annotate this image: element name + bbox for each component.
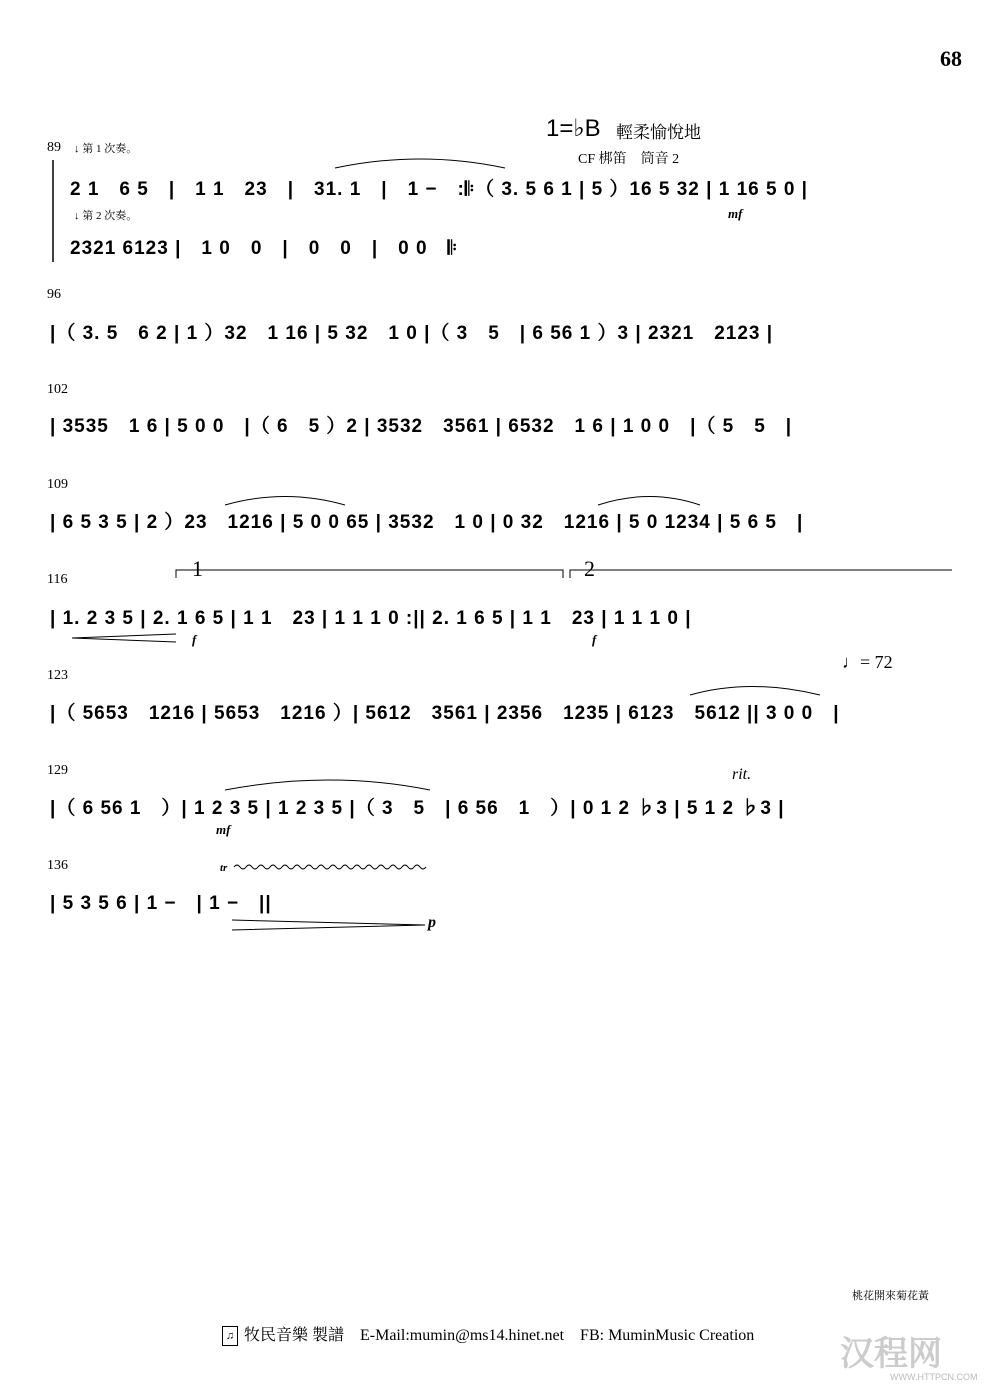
slur [598,497,700,506]
watermark-url: WWW.HTTPCN.COM [890,1372,978,1382]
notation-row-123: |（ 5653 1216 | 5653 1216 ）| 5612 3561 | 2356 1235 | 6123 5612 || 3 0 0 | [50,703,840,724]
slur [690,687,820,696]
measure-number: 123 [47,668,68,683]
notation-row-102: | 3535 1 6 | 5 0 0 |（ 6 5 ）2 | 3532 3561 | 6532 1 6 | 1 0 0 |（ 5 5 | [50,416,793,437]
publisher-logo-icon: ♫ [222,1326,238,1346]
metronome-marking: ♩= 72 [842,652,893,672]
notation-row-89-second: 2321 6123 | 1 0 0 | 0 0 | 0 0 𝄆 [70,238,458,259]
volta-first-label: 1 [192,556,203,581]
trill-wave [234,865,426,869]
slur [335,159,505,168]
second-pass-label: ↓ 第 2 次奏。 [74,210,138,222]
ritardando-mark: rit. [732,766,752,783]
measure-number: 109 [47,477,68,492]
measure-number: 89 [47,140,61,155]
key-signature: 1=♭B [546,115,601,142]
notation-row-96: |（ 3. 5 6 2 | 1 ）32 1 16 | 5 32 1 0 |（ 3 5 | 6 56 1 ）3 | 2321 2123 | [50,323,774,344]
measure-number: 116 [47,572,68,587]
trill-mark: tr [220,862,228,874]
slur [225,780,430,790]
dynamic-mf: mf [728,206,743,221]
publisher-credit: 牧民音樂 製譜 E-Mail:mumin@ms14.hinet.net FB: MuminMusic Creation [244,1327,755,1344]
first-pass-label: ↓ 第 1 次奏。 [74,143,138,155]
measure-number: 102 [47,382,68,397]
measure-number: 96 [47,287,61,302]
page-number: 68 [940,46,962,71]
notation-row-136: | 5 3 5 6 | 1 − | 1 − || [50,893,272,914]
notation-row-129: |（ 6 56 1 ）| 1 2 3 5 | 1 2 3 5 |（ 3 5 | 6 56 1 ）| 0 1 2 ♭3 | 5 1 2 ♭3 | [50,798,785,819]
notation-row-89-first: 2 1 6 5 | 1 1 23 | 31. 1 | 1 − :𝄆（ 3. 5 6 1 | 5 ）16 5 32 | 1 16 5 0 | [70,179,808,200]
watermark-logo: 汉程网 [840,1335,942,1373]
tempo-expression: 輕柔愉悅地 [616,123,701,142]
dynamic-f: f [592,632,597,647]
diminuendo-hairpin [232,920,425,930]
notation-row-109: | 6 5 3 5 | 2 ）23 1216 | 5 0 0 65 | 3532 1 0 | 0 32 1216 | 5 0 1234 | 5 6 5 | [50,512,804,533]
volta-first-bracket [176,570,563,578]
instrument-label: CF 梆笛 筒音 2 [578,152,680,167]
slur [225,497,345,506]
dynamic-f: f [192,632,197,647]
measure-number: 129 [47,763,68,778]
volta-second-bracket [570,570,952,578]
volta-second-label: 2 [584,556,595,581]
crescendo-hairpin [72,634,176,642]
measure-number: 136 [47,858,68,873]
dynamic-p: p [428,914,436,931]
song-title-footer: 桃花開來菊花黃 [852,1290,929,1302]
notation-row-116: | 1. 2 3 5 | 2. 1 6 5 | 1 1 23 | 1 1 1 0 :|| 2. 1 6 5 | 1 1 23 | 1 1 1 0 | [50,608,692,629]
dynamic-mf: mf [216,822,231,837]
